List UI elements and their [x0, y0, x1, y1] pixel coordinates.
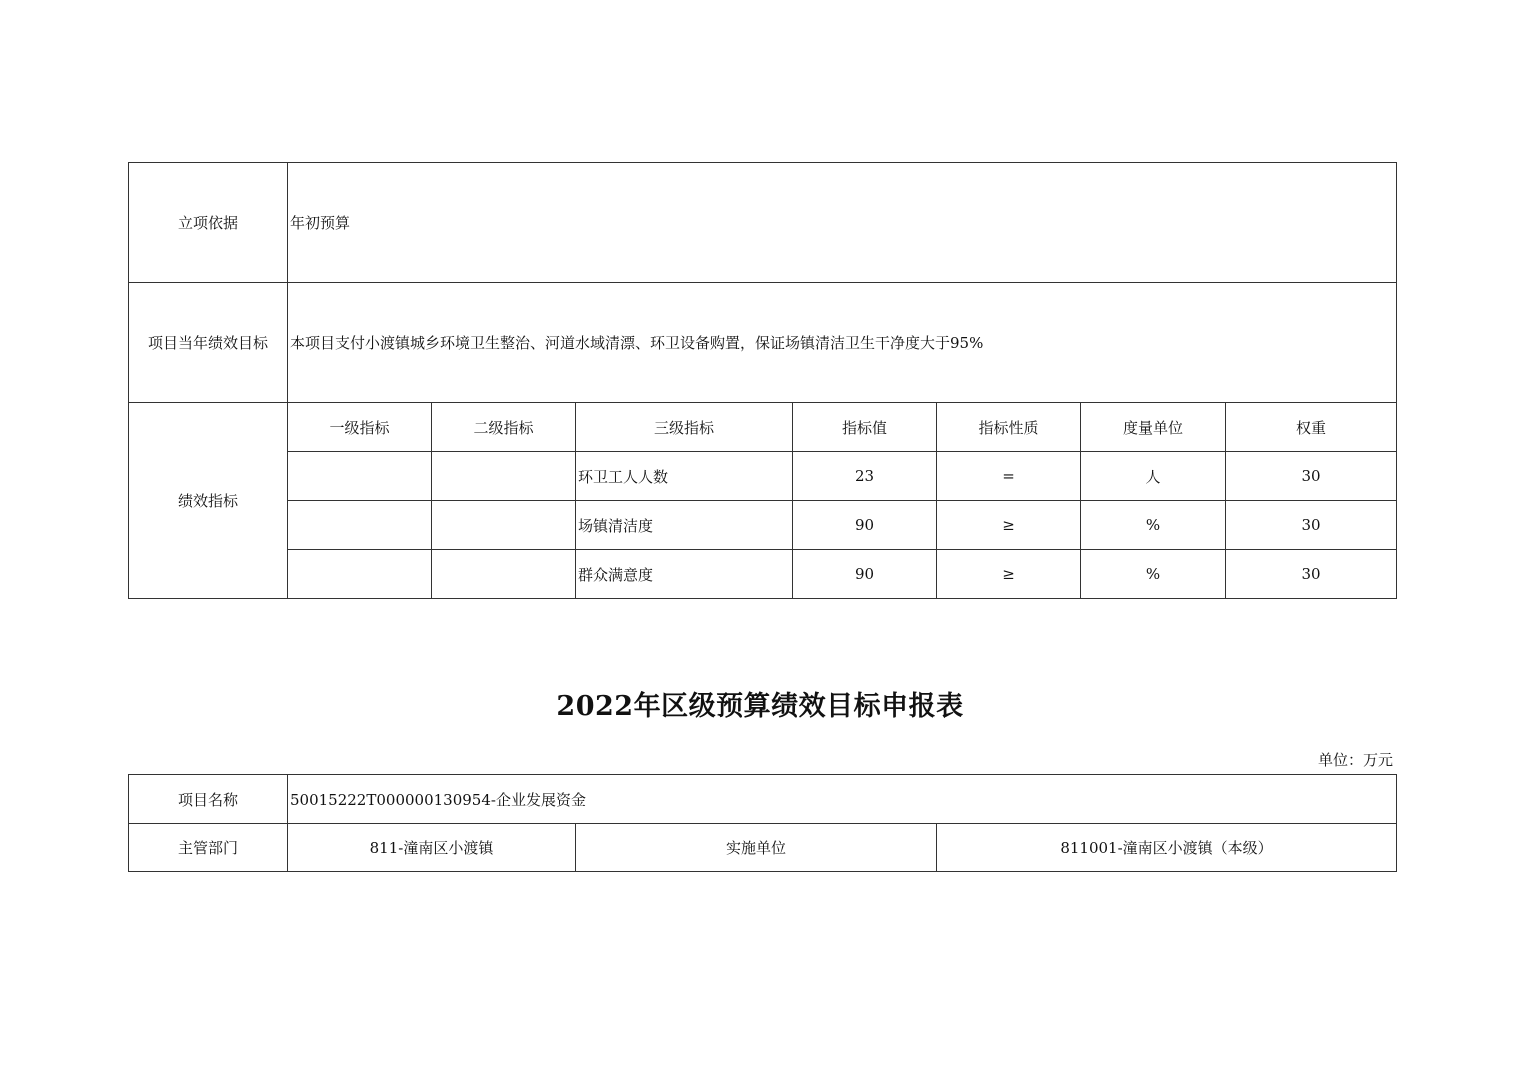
annual-goal-label: 项目当年绩效目标 [129, 283, 288, 403]
level3-cell: 场镇清洁度 [576, 501, 793, 550]
header-level1: 一级指标 [288, 403, 432, 452]
performance-table-continued [128, 162, 1397, 599]
table-row [129, 501, 1397, 550]
project-name-value: 50015222T000000130954-企业发展资金 [288, 775, 1397, 824]
project-name-label: 项目名称 [129, 775, 288, 824]
basis-value: 年初预算 [288, 163, 1397, 283]
nature-cell: ≥ [937, 501, 1081, 550]
department-label: 主管部门 [129, 824, 288, 872]
level3-cell: 群众满意度 [576, 550, 793, 599]
header-value: 指标值 [793, 403, 937, 452]
indicators-label: 绩效指标 [129, 403, 288, 599]
level1-cell [288, 452, 432, 501]
department-row [129, 824, 1397, 872]
weight-cell: 30 [1226, 550, 1397, 599]
implementing-unit-label: 实施单位 [576, 824, 937, 872]
annual-goal-value: 本项目支付小渡镇城乡环境卫生整治、河道水域清漂、环卫设备购置，保证场镇清洁卫生干净度大于95% [288, 283, 1397, 403]
unit-cell: 人 [1081, 452, 1226, 501]
basis-row [129, 163, 1397, 283]
department-value: 811-潼南区小渡镇 [288, 824, 576, 872]
weight-cell: 30 [1226, 452, 1397, 501]
header-unit: 度量单位 [1081, 403, 1226, 452]
project-name-row [129, 775, 1397, 824]
weight-cell: 30 [1226, 501, 1397, 550]
level2-cell [432, 550, 576, 599]
level2-cell [432, 501, 576, 550]
value-cell: 90 [793, 550, 937, 599]
unit-note: 单位：万元 [1317, 751, 1393, 769]
value-cell: 90 [793, 501, 937, 550]
level1-cell [288, 501, 432, 550]
page-title: 2022年区级预算绩效目标申报表 [556, 691, 964, 722]
nature-cell: ≥ [937, 550, 1081, 599]
indicator-header-row [129, 403, 1397, 452]
implementing-unit-value: 811001-潼南区小渡镇（本级） [937, 824, 1397, 872]
level2-cell [432, 452, 576, 501]
nature-cell: = [937, 452, 1081, 501]
header-level3: 三级指标 [576, 403, 793, 452]
annual-goal-row [129, 283, 1397, 403]
unit-cell: % [1081, 501, 1226, 550]
level3-cell: 环卫工人人数 [576, 452, 793, 501]
level1-cell [288, 550, 432, 599]
header-weight: 权重 [1226, 403, 1397, 452]
header-level2: 二级指标 [432, 403, 576, 452]
project-info-table [128, 774, 1397, 872]
table-row [129, 452, 1397, 501]
value-cell: 23 [793, 452, 937, 501]
table-row [129, 550, 1397, 599]
basis-label: 立项依据 [129, 163, 288, 283]
header-nature: 指标性质 [937, 403, 1081, 452]
unit-cell: % [1081, 550, 1226, 599]
